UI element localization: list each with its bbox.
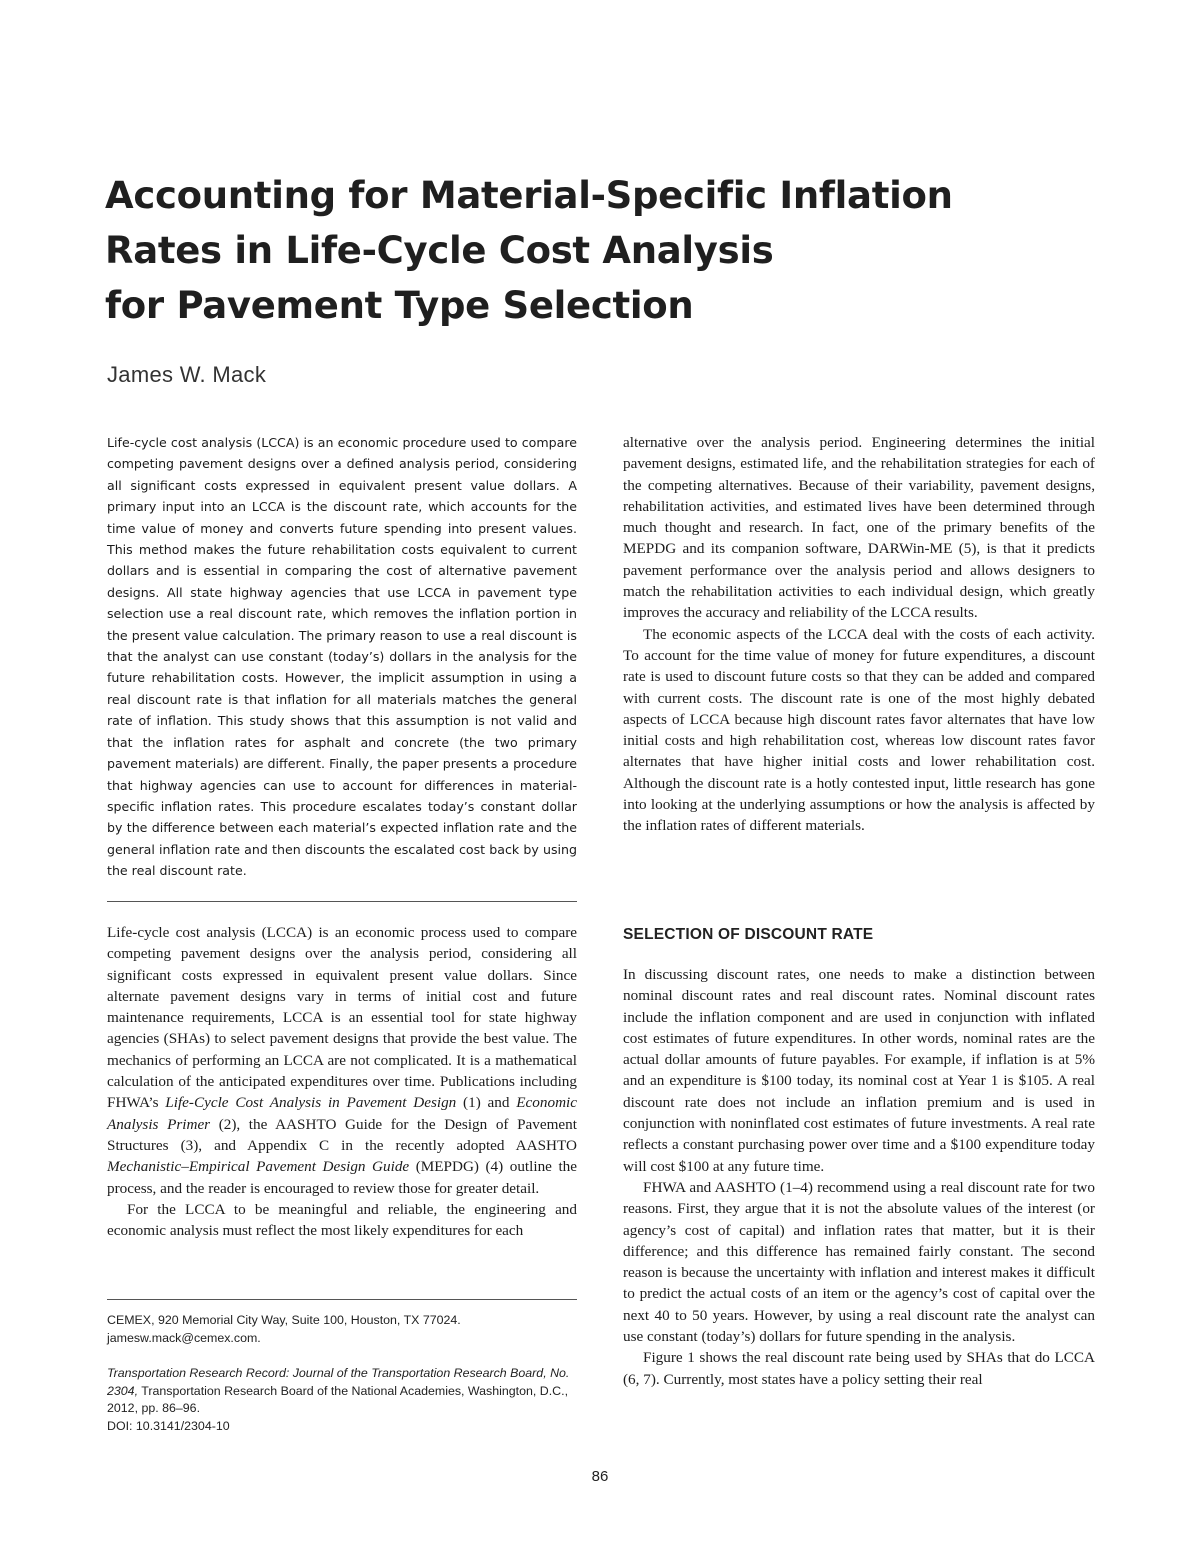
- paper-title: [105, 168, 1105, 333]
- page-number: 86: [591, 1468, 609, 1485]
- abstract: Life-cycle cost analysis (LCCA) is an economic procedure used to compare competing pavement designs over a defined analysis period, considering all significant costs expressed in equivalent present value dollars. A primary input into an LCCA is the discount rate, which accounts for the time value of money and converts future spending into present values. This method makes the future rehabilitation costs equivalent to current dollars and is essential in comparing the cost of alternative pavement designs. All state highway agencies that use LCCA in pavement type selection use a real discount rate, which removes the inflation portion in the present value calculation. The primary reason to use a real discount is that the analyst can use constant (today’s) dollars in the analysis for the future rehabilitation costs. However, the implicit assumption in using a real discount rate is that inflation for all materials matches the general rate of inflation. This study shows that this assumption is not valid and that the inflation rates for asphalt and concrete (the two primary pavement materials) are different. Finally, the paper presents a procedure that highway agencies can use to account for differences in material-specific inflation rates. This procedure escalates today’s constant dollar by the difference between each material’s expected inflation rate and the general inflation rate and then discounts the escalated cost back by using the real discount rate.: [107, 435, 577, 879]
- citation-title: Life-Cycle Cost Analysis in Pavement Design: [165, 1094, 457, 1112]
- footnote-divider: [107, 1299, 577, 1300]
- body-paragraph: The economic aspects of the LCCA deal with the costs of each activity. To account for the time value of money for future expenditures, a discount rate is used to discount future costs so that they can be added and compared with current costs. The discount rate is one of the most highly debated aspects of LCCA because high discount rates favor alternates that have low initial costs and high rehabilitation cost, whereas low discount rates favor alternates that have higher initial costs and lower rehabilitation cost. Although the discount rate is a hotly contested input, little research has gone into looking at the underlying assumptions or how the analysis is affected by the inflation rates of different materials.: [623, 625, 1095, 835]
- citation-title: Economic Analysis Primer: [107, 1094, 578, 1133]
- text-run: Life-cycle cost analysis (LCCA) is an economic process used to compare competing pavement designs over the analysis period, considering all significant costs expressed in equivalent present value dollars. Since alternate pavement designs vary in terms of initial cost and future maintenance requirements, LCCA is an essential tool for state highway agencies (SHAs) to select pavement designs that provide the best value. The mechanics of performing an LCCA are not complicated. It is a mathematical calculation of the anticipated expenditures over time. Publications including FHWA’s: [107, 924, 577, 1112]
- title-line-2: Rates in Life-Cycle Cost Analysis: [105, 229, 774, 272]
- citation-title: Mechanistic–Empirical Pavement Design Guide: [107, 1158, 410, 1176]
- title-line-1: Accounting for Material-Specific Inflation: [105, 174, 953, 217]
- title-line-3: for Pavement Type Selection: [105, 284, 694, 327]
- footnote: [107, 1312, 577, 1435]
- body-paragraph: For the LCCA to be meaningful and reliable, the engineering and economic analysis must reflect the most likely expenditures for each: [107, 1200, 577, 1240]
- text-run: (2), the AASHTO Guide for the Design of Pavement Structures (3), and Appendix C in the recently adopted AASHTO: [107, 1115, 577, 1154]
- right-column-bottom: [623, 964, 1095, 1390]
- author-affiliation: CEMEX, 920 Memorial City Way, Suite 100, Houston, TX 77024. jamesw.mack@cemex.com.: [107, 1313, 461, 1345]
- body-paragraph: In discussing discount rates, one needs to make a distinction between nominal discount rates and real discount rates. Nominal discount rates include the inflation component and are used in conjunction with inflated cost estimates of future expenditures. In other words, nominal rates are the actual dollar amounts of future payables. For example, if inflation is at 5% and an expenditure is $100 today, its nominal cost at Year 1 is $105. A real discount rate does not include an inflation premium and is used in conjunction with noninflated cost estimates of future investments. A real rate reflects a constant purchasing power over time and a $100 expenditure today will cost $100 at any future time.: [623, 966, 1095, 1175]
- author-name: James W. Mack: [107, 362, 267, 387]
- intro-paragraph: [107, 922, 577, 1199]
- body-paragraph: alternative over the analysis period. Engineering determines the initial pavement designs, estimated life, and the rehabilitation strategies for each of the competing alternatives. Because of their variability, pavement designs, rehabilitation activities, and estimated lives have been determined through much thought and research. In fact, one of the primary benefits of the MEPDG and its companion software, DARWin-ME (5), is that it predicts pavement performance over the analysis period and allows designers to match the rehabilitation activities to each individual design, which greatly improves the accuracy and reliability of the LCCA results.: [623, 434, 1095, 622]
- journal-issue: No. 2304,: [107, 1366, 570, 1398]
- left-column: [107, 922, 577, 1241]
- right-column-top: [623, 432, 1095, 837]
- journal-name: Transportation Research Record: Journal of the Transportation Research Board,: [107, 1366, 547, 1380]
- publisher-info: Transportation Research Board of the National Academies, Washington, D.C., 2012, pp. 86–96.: [107, 1383, 569, 1415]
- text-run: (MEPDG) (4) outline the process, and the reader is encouraged to review those for greater detail.: [107, 1158, 578, 1197]
- text-run: (1) and: [456, 1094, 517, 1112]
- body-paragraph: FHWA and AASHTO (1–4) recommend using a real discount rate for two reasons. First, they argue that it is not the absolute values of the interest (or agency’s cost of capital) and inflation rates that matter, but it is their difference; and this difference has remained fairly constant. The second reason is because the uncertainty with inflation and interest makes it difficult to predict the actual costs of an item or the agency’s cost of capital over the next 40 to 50 years. However, by using a real discount rate the analyst can use constant (today’s) dollars for future spending in the analysis.: [623, 1178, 1095, 1346]
- doi: DOI: 10.3141/2304-10: [107, 1418, 230, 1433]
- abstract-divider: [107, 901, 577, 902]
- section-heading: SELECTION OF DISCOUNT RATE: [623, 926, 874, 943]
- citation-info: [107, 1365, 577, 1418]
- body-paragraph: Figure 1 shows the real discount rate being used by SHAs that do LCCA (6, 7). Currently, most states have a policy setting their real: [623, 1349, 1095, 1388]
